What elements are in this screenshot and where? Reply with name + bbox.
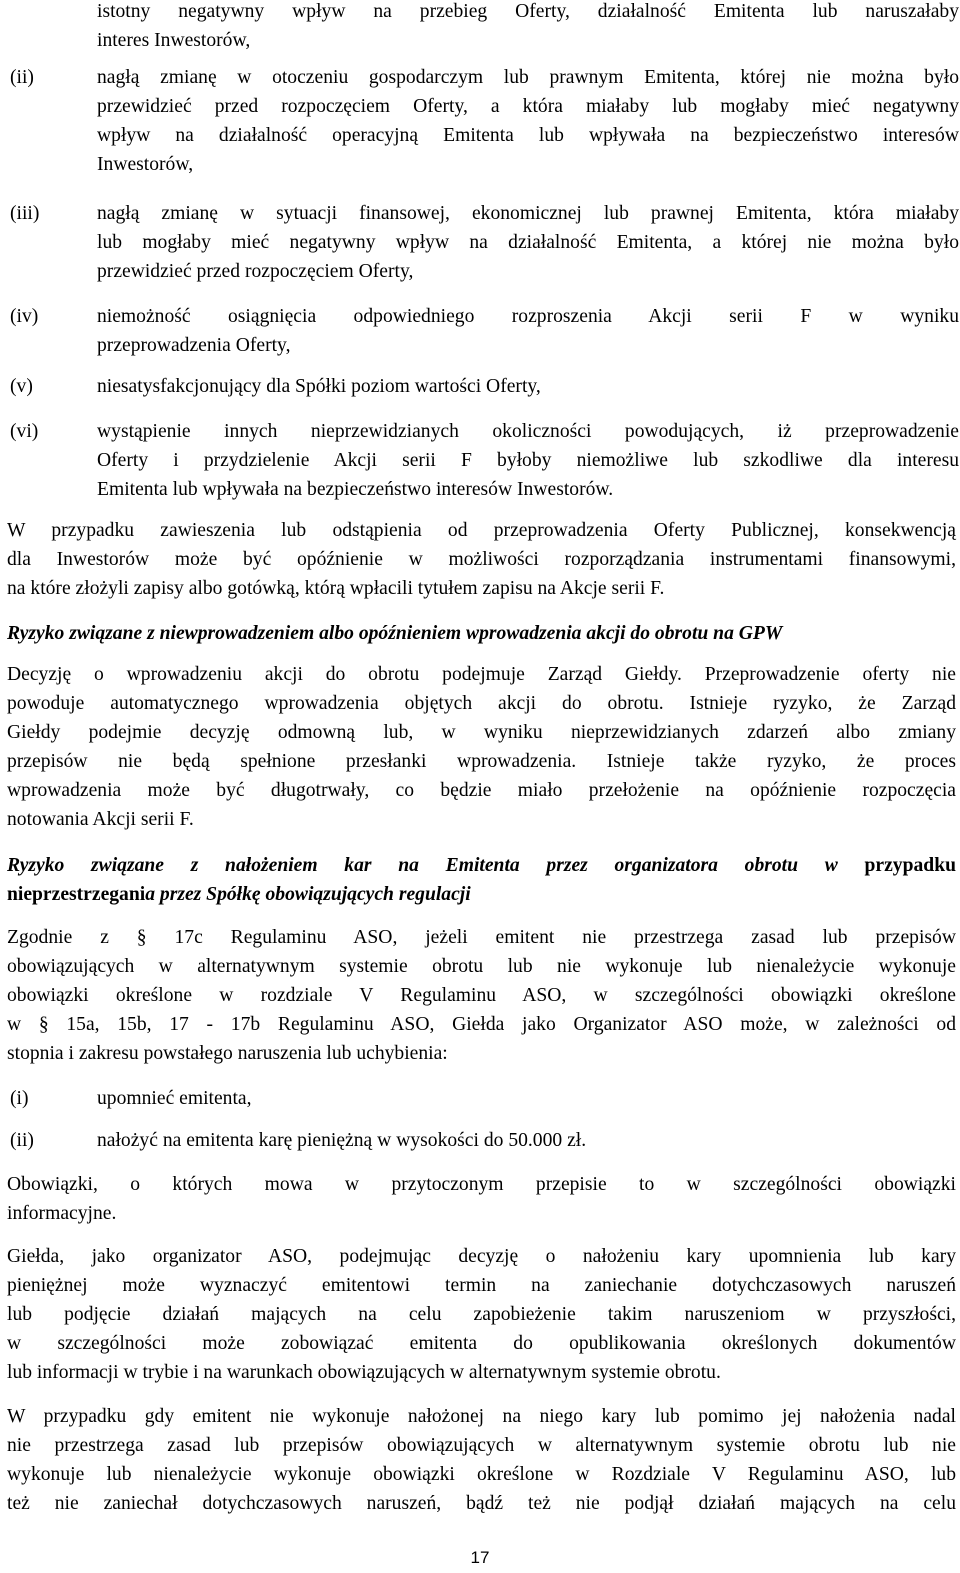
paragraph-last xyxy=(7,1403,956,1519)
list-item-number: (i) xyxy=(10,1088,29,1109)
text-line: nałożyć na emitenta karę pieniężną w wysokości do 50.000 zł. xyxy=(97,1130,587,1151)
text-line: lub informacji w trybie i na warunkach obowiązujących w alternatywnym systemie obrotu. xyxy=(7,1361,721,1383)
text-line: interes Inwestorów, xyxy=(97,29,251,51)
text-line: nagłą zmianę w otoczeniu gospodarczym lub prawnym Emitenta, której nie można było xyxy=(97,67,959,88)
text-line: istotny negatywny wpływ na przebieg Oferty, działalność Emitenta lub naruszałaby xyxy=(97,1,959,22)
text-line: nagłą zmianę w sytuacji finansowej, ekonomicznej lub prawnej Emitenta, która miałaby xyxy=(97,203,959,224)
text-line: Giełdy podejmie decyzję odmowną lub, w wyniku nieprzewidzianych zdarzeń albo zmiany xyxy=(7,721,956,743)
heading-line xyxy=(7,881,956,910)
text-line: obowiązujących w alternatywnym systemie obrotu lub nie wykonuje lub nienależycie wykonuje xyxy=(7,955,956,977)
list-item xyxy=(0,1085,960,1114)
text-line: lub podjęcie działań mających na celu zapobieżenie takim naruszeniom w przyszłości, xyxy=(7,1303,956,1325)
text-line: przepisów nie będą spełnione przesłanki wprowadzenia. Istnieje także ryzyko, że proces xyxy=(7,750,956,772)
text-line: niesatysfakcjonujący dla Spółki poziom wartości Oferty, xyxy=(97,376,541,397)
list-item-number: (iii) xyxy=(10,203,40,224)
list-item xyxy=(0,373,960,402)
text-line: też nie zaniechał dotychczasowych naruszeń, bądź też nie podjął działań mających na celu xyxy=(7,1492,956,1514)
section-heading xyxy=(7,852,956,910)
text-line: W przypadku zawieszenia lub odstąpienia od przeprowadzenia Oferty Publicznej, konsekwencją xyxy=(7,520,956,541)
text-line: Decyzję o wprowadzeniu akcji do obrotu podejmuje Zarząd Giełdy. Przeprowadzenie oferty nie xyxy=(7,664,956,685)
text-line: wprowadzenia może być długotrwały, co będzie miało przełożenie na opóźnienie rozpoczęcia xyxy=(7,779,956,801)
text-line: przeprowadzenia Oferty, xyxy=(97,334,291,356)
text-line: niemożność osiągnięcia odpowiedniego rozproszenia Akcji serii F w wyniku xyxy=(97,306,959,327)
list-item xyxy=(0,1127,960,1156)
list-item-number: (v) xyxy=(10,376,33,397)
paragraph-obligations xyxy=(7,1171,956,1229)
paragraph-gpw xyxy=(7,661,956,834)
text-line: Inwestorów, xyxy=(97,153,194,175)
list-item-number: (vi) xyxy=(10,421,39,442)
list-item xyxy=(0,64,960,180)
list-item-number: (ii) xyxy=(10,1130,34,1151)
page-number: 17 xyxy=(470,1548,490,1567)
text-line: dla Inwestorów może być opóźnienie w możliwości rozporządzania instrumentami finansowymi, xyxy=(7,548,956,570)
text-line: Obowiązki, o których mowa w przytoczonym przepisie to w szczególności obowiązki xyxy=(7,1174,956,1195)
paragraph-aso xyxy=(7,924,956,1069)
text-line: Zgodnie z § 17c Regulaminu ASO, jeżeli emitent nie przestrzega zasad lub przepisów xyxy=(7,927,956,948)
text-line: przewidzieć przed rozpoczęciem Oferty, xyxy=(97,260,414,282)
list-item-number: (iv) xyxy=(10,306,39,327)
heading-text: przypadku xyxy=(864,855,956,876)
heading-text: Ryzyko związane z niewprowadzeniem albo opóźnieniem wprowadzenia akcji do obrotu na GPW xyxy=(7,623,783,644)
list-item-continuation xyxy=(0,0,960,56)
text-line: lub mogłaby mieć negatywny wpływ na działalność Emitenta, a której nie można było xyxy=(97,231,959,253)
heading-text: a przez Spółkę obowiązujących regulacji xyxy=(145,883,471,905)
list-item xyxy=(0,418,960,505)
paragraph-suspension xyxy=(7,517,956,604)
text-line: wykonuje lub nienależycie wykonuje obowiązki określone w Rozdziale V Regulaminu ASO, lub xyxy=(7,1463,956,1485)
text-line: w § 15a, 15b, 17 - 17b Regulaminu ASO, Giełda jako Organizator ASO może, w zależności od xyxy=(7,1013,956,1035)
list-item xyxy=(0,303,960,361)
text-line: przewidzieć przed rozpoczęciem Oferty, a która miałaby lub mogłaby mieć negatywny xyxy=(97,95,959,117)
text-line: wystąpienie innych nieprzewidzianych okoliczności powodujących, iż przeprowadzenie xyxy=(97,421,959,442)
text-line: W przypadku gdy emitent nie wykonuje nałożonej na niego kary lub pomimo jej nałożenia nadal xyxy=(7,1406,956,1427)
text-line: powoduje automatycznego wprowadzenia objętych akcji do obrotu. Istnieje ryzyko, że Zarząd xyxy=(7,692,956,714)
heading-text: Ryzyko związane z nałożeniem kar na Emitenta przez organizatora obrotu w xyxy=(7,855,865,876)
text-line: pieniężnej może wyznaczyć emitentowi termin na zaniechanie dotychczasowych naruszeń xyxy=(7,1274,956,1296)
text-line: informacyjne. xyxy=(7,1202,117,1224)
text-line: Giełda, jako organizator ASO, podejmując decyzję o nałożeniu kary upomnienia lub kary xyxy=(7,1246,956,1267)
list-item-number: (ii) xyxy=(10,67,34,88)
text-line: Emitenta lub wpływała na bezpieczeństwo interesów Inwestorów. xyxy=(97,478,614,500)
text-line: w szczególności może zobowiązać emitenta do opublikowania określonych dokumentów xyxy=(7,1332,956,1354)
text-line: obowiązki określone w rozdziale V Regulaminu ASO, w szczególności obowiązki określone xyxy=(7,984,956,1006)
heading-line xyxy=(7,852,956,881)
text-line: stopnia i zakresu powstałego naruszenia lub uchybienia: xyxy=(7,1042,448,1064)
text-line: na które złożyli zapisy albo gotówką, którą wpłacili tytułem zapisu na Akcje serii F. xyxy=(7,577,665,599)
text-line: nie przestrzega zasad lub przepisów obowiązujących w alternatywnym systemie obrotu lub nie xyxy=(7,1434,956,1456)
text-line: Oferty i przydzielenie Akcji serii F byłoby niemożliwe lub szkodliwe dla interesu xyxy=(97,449,959,471)
paragraph-gielda xyxy=(7,1243,956,1388)
section-heading xyxy=(7,620,956,649)
text-line: notowania Akcji serii F. xyxy=(7,808,194,830)
heading-text: nieprzestrzegani xyxy=(7,883,146,905)
text-line: upomnieć emitenta, xyxy=(97,1088,252,1109)
text-line: wpływ na działalność operacyjną Emitenta lub wpływała na bezpieczeństwo interesów xyxy=(97,124,959,146)
list-item xyxy=(0,200,960,287)
